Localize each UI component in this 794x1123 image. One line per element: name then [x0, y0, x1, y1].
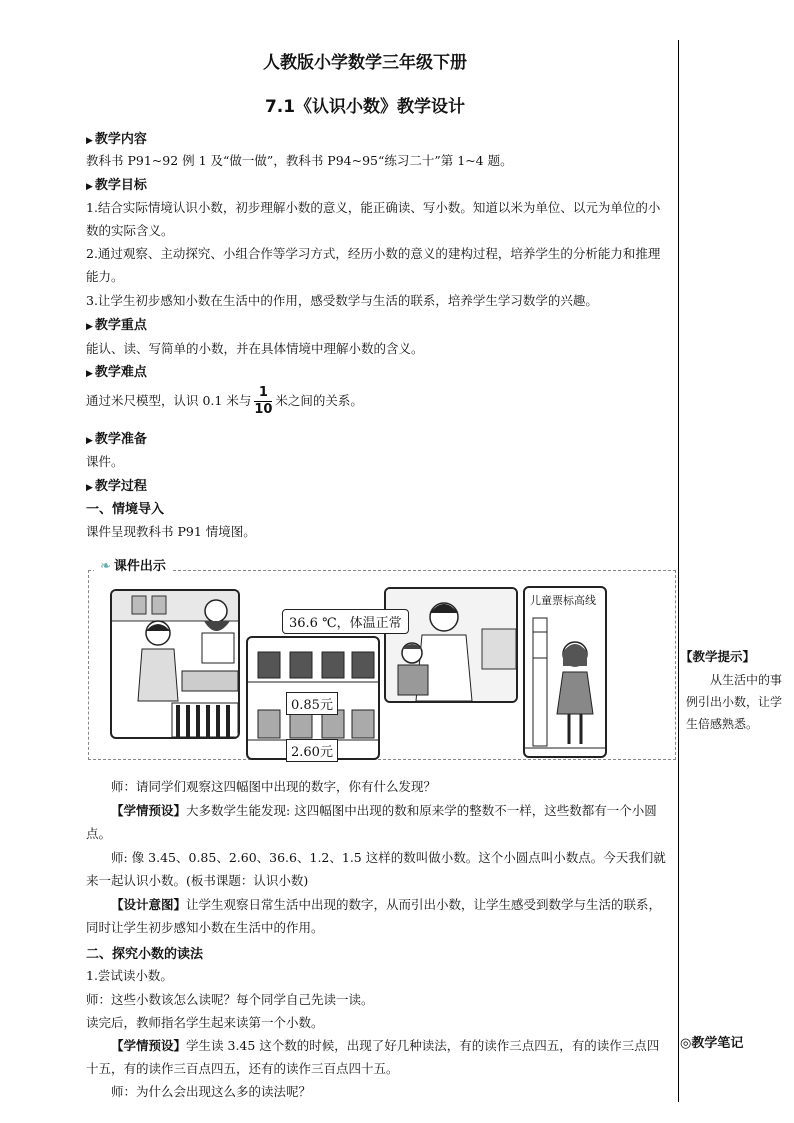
leaf-icon: ❧	[100, 559, 111, 574]
speech-bubble: 36.6 ℃，体温正常	[282, 609, 409, 634]
fraction: $\frac{1}{10}$	[254, 385, 273, 417]
heading-content: ▶ 教学内容	[86, 132, 147, 147]
price-tag-2: 2.60元	[286, 739, 338, 762]
price-tag-1: 0.85元	[286, 692, 338, 715]
lesson-title: 7.1《认识小数》教学设计	[264, 97, 466, 117]
part1-text: 课件呈现教科书 P91 情境图。	[86, 524, 256, 539]
difficulty-text: 通过米尺模型，认识 0.1 米与 $\frac{1}{10}$ 米之间的关系。	[86, 385, 363, 417]
para-observe: 师：请同学们观察这四幅图中出现的数字，你有什么发现？	[111, 779, 437, 794]
goal-2: 2.通过观察、主动探究、小组合作等学习方式，经历小数的意义的建构过程，培养学生的分析能力和推理能力。	[86, 246, 661, 284]
content-text: 教科书 P91~92 例 1 及“做一做”，教科书 P94~95“练习二十”第 1~4 题。	[86, 153, 513, 168]
height-illustration	[525, 588, 605, 756]
para-prediction: 【学情预设】大多数学生能发现: 这四幅图中出现的数和原来学的整数不一样，这些数都有一个小圆点。	[86, 803, 657, 841]
heading-difficulty: ▶ 教学难点	[86, 365, 147, 380]
teaching-tip-body: 从生活中的事例引出小数，让学生倍感熟悉。	[686, 673, 783, 731]
nurse-illustration	[386, 589, 516, 701]
para-why: 师：为什么会出现这么多的读法呢？	[111, 1084, 312, 1099]
para-decimal-intro: 师: 像 3.45、0.85、2.60、36.6、1.2、1.5 这样的数叫做小数。这个小圆点叫小数点。今天我们就来一起认识小数。(板书课题：认识小数)	[86, 850, 666, 888]
panel-nurse	[384, 587, 518, 703]
shop-illustration	[112, 591, 238, 737]
heading-process: ▶ 教学过程	[86, 479, 147, 494]
part2-heading: 二、探究小数的读法	[86, 947, 204, 962]
prep-text: 课件。	[86, 454, 124, 469]
heading-prep: ▶ 教学准备	[86, 432, 147, 447]
goal-1: 1.结合实际情境认识小数，初步理解小数的意义，能正确读、写小数。知道以米为单位、以元为单位的小数的实际含义。	[86, 200, 661, 238]
heading-goals: ▶ 教学目标	[86, 178, 147, 193]
para-design-intent: 【设计意图】让学生观察日常生活中出现的数字，从而引出小数，让学生感受到数学与生活的联系，同时让学生初步感知小数在生活中的作用。	[86, 897, 662, 935]
heading-key: ▶ 教学重点	[86, 318, 147, 333]
para-teacher-call: 读完后，教师指名学生起来读第一个小数。	[86, 1015, 324, 1030]
para-prediction-2: 【学情预设】学生读 3.45 这个数的时候，出现了好几种读法，有的读作三点四五，有的读作三点四十五，有的读作三百点四五，还有的读作三百点四十五。	[86, 1038, 660, 1076]
para-try-read: 1.尝试读小数。	[86, 968, 173, 983]
margin-divider	[678, 40, 679, 1102]
teaching-notes-title: ◎教学笔记	[680, 1036, 744, 1051]
key-text: 能认、读、写简单的小数，并在具体情境中理解小数的含义。	[86, 341, 424, 356]
para-how-read: 师：这些小数该怎么读呢？每个同学自己先读一读。	[86, 992, 374, 1007]
part1-heading: 一、情境导入	[86, 502, 165, 517]
goal-3: 3.让学生初步感知小数在生活中的作用，感受数学与生活的联系，培养学生学习数学的兴趣。	[86, 293, 598, 308]
panel-shop	[110, 589, 240, 739]
page-title: 人教版小学数学三年级下册	[263, 53, 467, 73]
height-line-label: 儿童票标高线	[530, 594, 596, 607]
teaching-tip-title: 【教学提示】	[680, 649, 756, 664]
panel-height	[523, 586, 607, 758]
courseware-label: ❧ 课件出示	[94, 555, 172, 574]
